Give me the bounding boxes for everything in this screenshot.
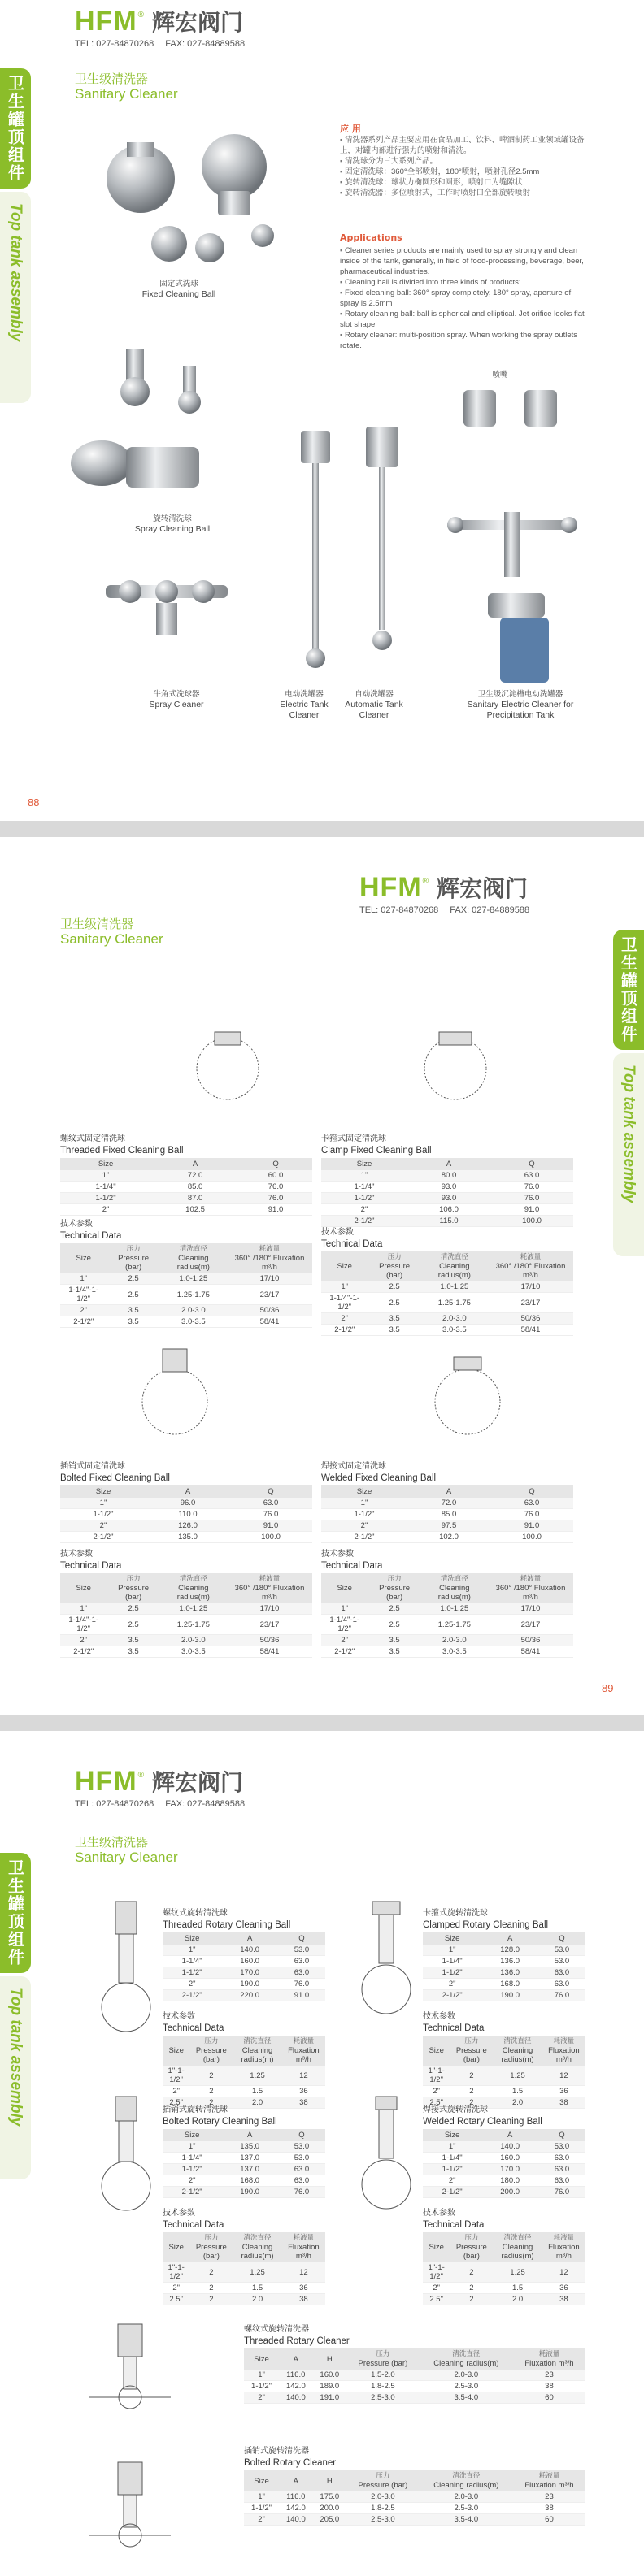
fax: FAX: 027-84889588	[165, 39, 246, 49]
table-row: 1-1/4"-1-1/2" 2.5 1.25-1.75 23/17	[60, 1615, 312, 1635]
table-row: 2-1/2" 102.0 100.0	[321, 1532, 573, 1543]
tech-table-bolted: Size 压力 Pressure (bar) 清洗直径 Cleaning radius(m) 耗液量 360° /180° Fluxation m³/h 1" 2.5 1.0-1.25 17/10 1-1/4"-1-1/2" 2.5 1.25-1.75 23/17 2" 3.5 2.0-3.0 50/36 2-1/2" 3.5 3.0-3.5 58/41	[60, 1573, 312, 1658]
table-row: 2" 180.0 63.0	[423, 2175, 585, 2187]
threaded-fixed-title: 螺纹式固定清洗球 Threaded Fixed Cleaning Ball	[60, 1134, 184, 1156]
section-title-cn: 卫生级清洗器	[75, 1835, 149, 1850]
tank-cleaner-image	[276, 423, 423, 674]
tech-title: 技术参数 Technical Data	[60, 1550, 122, 1571]
side-tab-en: Top tank assembly	[0, 1976, 31, 2179]
table-row: 2-1/2" 3.5 3.0-3.5 58/41	[321, 1325, 573, 1336]
table-row: 1" 140.0 53.0	[423, 2141, 585, 2153]
table-row: 1"-1-1/2" 2 1.25 12	[163, 2262, 325, 2283]
table-row: 2" 140.0 191.0 2.5-3.0 3.5-4.0 60	[244, 2392, 585, 2404]
table-row: 1" 2.5 1.0-1.25 17/10	[60, 1273, 312, 1285]
table-row: 2-1/2" 190.0 76.0	[163, 2187, 325, 2198]
side-tab-en: Top tank assembly	[613, 1053, 644, 1256]
table-row: 1"-1-1/2" 2 1.25 12	[423, 2066, 585, 2086]
tech-title: 技术参数 Technical Data	[163, 2209, 224, 2230]
table-row: 1-1/4" 85.0 76.0	[60, 1182, 312, 1193]
welded-rotary-title: 焊接式旋转清洗球 Welded Rotary Cleaning Ball	[423, 2105, 542, 2127]
table-row: 1"-1-1/2" 2 1.25 12	[423, 2262, 585, 2283]
table-row: 1" 72.0 60.0	[60, 1170, 312, 1182]
table-row: 2.5" 2 2.0 38	[423, 2097, 585, 2109]
table-row: 1" 72.0 63.0	[321, 1498, 573, 1509]
table-row: 2-1/2" 220.0 91.0	[163, 1990, 325, 2001]
caption-electric: 电动洗罐器 Electric Tank Cleaner	[280, 690, 329, 720]
tech-title: 技术参数 Technical Data	[60, 1220, 122, 1241]
caption-spray-cleaner: 牛角式洗球器 Spray Cleaner	[149, 690, 204, 709]
table-row: 2.5" 2 2.0 38	[163, 2294, 325, 2305]
precipitation-cleaner-image	[439, 504, 585, 691]
spray-cleaner-image	[89, 561, 244, 650]
tech-table-clamp: Size 压力 Pressure (bar) 清洗直径 Cleaning radius(m) 耗液量 360° /180° Fluxation m³/h 1" 2.5 1.0-1.25 17/10 1-1/4"-1-1/2" 2.5 1.25-1.75 23/17 2" 3.5 2.0-3.0 50/36 2-1/2" 3.5 3.0-3.5 58/41	[321, 1251, 573, 1336]
table-row: 1" 135.0 53.0	[163, 2141, 325, 2153]
table-row: 2" 190.0 76.0	[163, 1979, 325, 1990]
table-row: 1-1/2" 93.0 76.0	[321, 1193, 573, 1204]
caption-fixed: 固定式洗球 Fixed Cleaning Ball	[141, 280, 216, 299]
table-row: 2" 168.0 63.0	[163, 2175, 325, 2187]
tech-title: 技术参数 Technical Data	[423, 2209, 485, 2230]
table-row: 2-1/2" 135.0 100.0	[60, 1532, 312, 1543]
table-row: 2" 102.5 91.0	[60, 1204, 312, 1216]
side-tab-cn: 卫生罐顶组件	[0, 68, 31, 189]
threaded-fixed-diagram	[187, 1020, 268, 1117]
threaded-rotary-cleaner-title: 螺纹式旋转清洗器 Threaded Rotary Cleaner	[244, 2325, 350, 2346]
table-row: 2" 2 1.5 36	[423, 2283, 585, 2294]
table-row: 2" 3.5 2.0-3.0 50/36	[60, 1635, 312, 1646]
tech-title: 技术参数 Technical Data	[423, 2012, 485, 2033]
bolted-rotary-cleaner-title: 插销式旋转清洗器 Bolted Rotary Cleaner	[244, 2447, 337, 2468]
table-row: 1-1/2" 87.0 76.0	[60, 1193, 312, 1204]
section-title-cn: 卫生级清洗器	[75, 72, 149, 86]
clamp-fixed-table: Size A Q 1" 80.0 63.0 1-1/4" 93.0 76.0 1-1/2" 93.0 76.0 2" 106.0 91.0 2-1/2" 115.0 100.0	[321, 1158, 573, 1227]
section-title-en: Sanitary Cleaner	[60, 931, 163, 947]
contact-line: TEL: 027-84870268 FAX: 027-84889588	[75, 1799, 246, 1809]
table-row: 2" 3.5 2.0-3.0 50/36	[60, 1305, 312, 1316]
tech-table-welded-rot: Size 压力 Pressure (bar) 清洗直径 Cleaning radius(m) 耗液量 Fluxation m³/h 1"-1-1/2" 2 1.25 12 2" 2 1.5 36 2.5" 2 2.0 38	[423, 2232, 585, 2305]
table-row: 1-1/4"-1-1/2" 2.5 1.25-1.75 23/17	[321, 1615, 573, 1635]
table-row: 2" 2 1.5 36	[423, 2086, 585, 2097]
table-row: 2-1/2" 190.0 76.0	[423, 1990, 585, 2001]
applications-cn-title: 应 用	[340, 124, 361, 134]
table-row: 1-1/2" 170.0 63.0	[423, 2164, 585, 2175]
table-row: 1-1/4" 136.0 53.0	[423, 1956, 585, 1967]
nozzle-image	[447, 382, 577, 439]
table-row: 1-1/4"-1-1/2" 2.5 1.25-1.75 23/17	[321, 1293, 573, 1313]
brand-logo: HFM ® 辉宏阀门	[359, 872, 529, 903]
catalog-page-89	[0, 837, 644, 1715]
catalog-page-90	[0, 1731, 644, 2576]
brand-logo	[75, 5, 243, 37]
table-row: 2" 106.0 91.0	[321, 1204, 573, 1216]
table-row: 2.5" 2 2.0 38	[423, 2294, 585, 2305]
bolted-rotary-title: 插销式旋转清洗球 Bolted Rotary Cleaning Ball	[163, 2105, 277, 2127]
table-row: 1"-1-1/2" 2 1.25 12	[163, 2066, 325, 2086]
section-title-en: Sanitary Cleaner	[75, 86, 178, 102]
table-row: 1" 116.0 175.0 2.0-3.0 2.0-3.0 23	[244, 2491, 585, 2503]
side-tab-cn: 卫生罐顶组件	[0, 1853, 31, 1973]
table-row: 2-1/2" 3.5 3.0-3.5 58/41	[321, 1646, 573, 1658]
contact-line: TEL: 027-84870268 FAX: 027-84889588	[359, 905, 530, 915]
table-row: 2-1/2" 200.0 76.0	[423, 2187, 585, 2198]
applications-cn-list: ▪ 清洗器系列产品主要应用在食品加工、饮料、啤酒制药工业领域罐设备上，对罐内部进行强力的喷射和清洗。 ▪ 清洗球分为三大系列产品。 ▪ 固定清洗球：360°全部喷射，180°喷射，喷射孔径2.5mm ▪ 旋转清洗球：球状力椭圆形和圆形，喷射口为缝隙状 ▪ 旋转清洗器：多位喷射式，工作时喷射口全部旋转喷射	[340, 135, 585, 198]
threaded-fixed-table: Size A Q 1" 72.0 60.0 1-1/4" 85.0 76.0 1-1/2" 87.0 76.0 2" 102.5 91.0	[60, 1158, 312, 1216]
table-row: 1" 128.0 53.0	[423, 1945, 585, 1956]
clamped-rotary-table: Size A Q 1" 128.0 53.0 1-1/4" 136.0 53.0 1-1/2" 136.0 63.0 2" 168.0 63.0 2-1/2" 190.0 76.0	[423, 1932, 585, 2001]
table-row: 1-1/2" 137.0 63.0	[163, 2164, 325, 2175]
brand-reg: ®	[137, 11, 145, 20]
fixed-cleaning-ball-image	[96, 122, 291, 276]
table-row: 1" 140.0 53.0	[163, 1945, 325, 1956]
table-row: 1-1/4" 160.0 63.0	[423, 2153, 585, 2164]
welded-rotary-diagram	[350, 2088, 423, 2227]
table-row: 1-1/4" 160.0 63.0	[163, 1956, 325, 1967]
table-row: 2" 126.0 91.0	[60, 1520, 312, 1532]
threaded-rotary-diagram	[89, 1893, 163, 2056]
tech-table-welded: Size 压力 Pressure (bar) 清洗直径 Cleaning radius(m) 耗液量 360° /180° Fluxation m³/h 1" 2.5 1.0-1.25 17/10 1-1/4"-1-1/2" 2.5 1.25-1.75 23/17 2" 3.5 2.0-3.0 50/36 2-1/2" 3.5 3.0-3.5 58/41	[321, 1573, 573, 1658]
table-row: 1-1/2" 110.0 76.0	[60, 1509, 312, 1520]
bolted-rotary-cleaner-table: Size A H 压力 Pressure (bar) 清洗直径 Cleaning radius(m) 耗液量 Fluxation m³/h 1" 116.0 175.0 2.0-3.0 2.0-3.0 23 1-1/2" 142.0 200.0 1.8-2.5 2.5-3.0 38 2" 140.0 205.0 2.5-3.0 3.5-4.0 60	[244, 2470, 585, 2526]
table-row: 2" 140.0 205.0 2.5-3.0 3.5-4.0 60	[244, 2514, 585, 2526]
clamp-fixed-title: 卡箍式固定清洗球 Clamp Fixed Cleaning Ball	[321, 1134, 432, 1156]
page-number: 89	[602, 1682, 614, 1694]
applications-en-list: ▪ Cleaner series products are mainly used to spray strongly and clean inside of the tank, generally, in field of food-processing, beverage, beer, pharmaceutical industries. ▪ Cleaning ball is divided into three kinds of products: ▪ Fixed cleaning ball: 360° spray completely, 180° spray, aperture of spray is 2.5mm ▪ Rotary cleaning ball: ball is spherical and elliptical. Jet orifice looks flat slot shape ▪ Rotary cleaner: multi-position spray. When working the spray outlets rotate.	[340, 245, 585, 351]
table-row: 2-1/2" 3.5 3.0-3.5 58/41	[60, 1316, 312, 1328]
table-row: 1-1/4" 93.0 76.0	[321, 1182, 573, 1193]
caption-spray-ball: 旋转清洗球 Spray Cleaning Ball	[134, 514, 211, 534]
brand-cn: 辉宏阀门	[152, 9, 244, 36]
bolted-fixed-diagram	[130, 1341, 220, 1446]
table-row: 1" 96.0 63.0	[60, 1498, 312, 1509]
table-row: 1" 116.0 160.0 1.5-2.0 2.0-3.0 23	[244, 2370, 585, 2381]
table-row: 1" 80.0 63.0	[321, 1170, 573, 1182]
caption-precip: 卫生级沉淀槽电动洗罐器 Sanitary Electric Cleaner for Precipitation Tank	[467, 690, 574, 720]
table-row: 2" 168.0 63.0	[423, 1979, 585, 1990]
tech-table-clamped-rot: Size 压力 Pressure (bar) 清洗直径 Cleaning radius(m) 耗液量 Fluxation m³/h 1"-1-1/2" 2 1.25 12 2" 2 1.5 36 2.5" 2 2.0 38	[423, 2036, 585, 2109]
clamp-fixed-diagram	[415, 1020, 496, 1117]
tech-table-bolted-rot: Size 压力 Pressure (bar) 清洗直径 Cleaning radius(m) 耗液量 Fluxation m³/h 1"-1-1/2" 2 1.25 12 2" 2 1.5 36 2.5" 2 2.0 38	[163, 2232, 325, 2305]
table-row: 1-1/2" 136.0 63.0	[423, 1967, 585, 1979]
table-row: 1" 2.5 1.0-1.25 17/10	[60, 1603, 312, 1615]
contact-line	[75, 39, 256, 49]
side-tab-en: Top tank assembly	[0, 192, 31, 403]
bolted-rotary-cleaner-diagram	[81, 2454, 179, 2568]
tech-title: 技术参数 Technical Data	[163, 2012, 224, 2033]
clamped-rotary-diagram	[350, 1893, 423, 2032]
table-row: 2" 3.5 2.0-3.0 50/36	[321, 1313, 573, 1325]
clamped-rotary-title: 卡箍式旋转清洗球 Clamped Rotary Cleaning Ball	[423, 1909, 549, 1930]
table-row: 1" 2.5 1.0-1.25 17/10	[321, 1281, 573, 1293]
spray-cleaning-ball-image	[65, 341, 228, 512]
threaded-rotary-cleaner-table: Size A H 压力 Pressure (bar) 清洗直径 Cleaning radius(m) 耗液量 Fluxation m³/h 1" 116.0 160.0 1.5-2.0 2.0-3.0 23 1-1/2" 142.0 189.0 1.8-2.5 2.5-3.0 38 2" 140.0 191.0 2.5-3.0 3.5-4.0 60	[244, 2348, 585, 2404]
table-row: 1-1/2" 85.0 76.0	[321, 1509, 573, 1520]
table-row: 2" 3.5 2.0-3.0 50/36	[321, 1635, 573, 1646]
brand-logo: HFM ® 辉宏阀门	[75, 1766, 244, 1797]
table-row: 2-1/2" 115.0 100.0	[321, 1216, 573, 1227]
table-row: 1" 2.5 1.0-1.25 17/10	[321, 1603, 573, 1615]
table-row: 2" 2 1.5 36	[163, 2086, 325, 2097]
tel: TEL: 027-84870268	[75, 39, 154, 49]
table-row: 1-1/4"-1-1/2" 2.5 1.25-1.75 23/17	[60, 1285, 312, 1305]
catalog-page-88	[0, 0, 644, 821]
side-tab-cn: 卫生罐顶组件	[613, 930, 644, 1050]
bolted-rotary-table: Size A Q 1" 135.0 53.0 1-1/4" 137.0 53.0 1-1/2" 137.0 63.0 2" 168.0 63.0 2-1/2" 190.0 76.0	[163, 2129, 325, 2198]
welded-fixed-title: 焊接式固定清洗球 Welded Fixed Cleaning Ball	[321, 1462, 437, 1483]
applications-en-title: Applications	[340, 232, 402, 243]
table-row: 2.5" 2 2.0 38	[163, 2097, 325, 2109]
brand-hfm: HFM	[75, 6, 137, 37]
welded-fixed-diagram	[423, 1341, 512, 1446]
table-row: 2" 2 1.5 36	[163, 2283, 325, 2294]
caption-auto: 自动洗罐器 Automatic Tank Cleaner	[345, 690, 403, 720]
page-number: 88	[28, 796, 40, 809]
table-row: 1-1/4" 137.0 53.0	[163, 2153, 325, 2164]
caption-nozzle: 喷嘴	[492, 371, 508, 379]
section-title-en: Sanitary Cleaner	[75, 1850, 178, 1865]
table-row: 2" 97.5 91.0	[321, 1520, 573, 1532]
threaded-rotary-table: Size A Q 1" 140.0 53.0 1-1/4" 160.0 63.0 1-1/2" 170.0 63.0 2" 190.0 76.0 2-1/2" 220.0 91.0	[163, 1932, 325, 2001]
tech-title: 技术参数 Technical Data	[321, 1550, 383, 1571]
bolted-fixed-title: 插销式固定清洗球 Bolted Fixed Cleaning Ball	[60, 1462, 170, 1483]
tech-table-threaded: Size 压力 Pressure (bar) 清洗直径 Cleaning radius(m) 耗液量 360° /180° Fluxation m³/h 1" 2.5 1.0-1.25 17/10 1-1/4"-1-1/2" 2.5 1.25-1.75 23/17 2" 3.5 2.0-3.0 50/36 2-1/2" 3.5 3.0-3.5 58/41	[60, 1243, 312, 1328]
threaded-rotary-title: 螺纹式旋转清洗球 Threaded Rotary Cleaning Ball	[163, 1909, 291, 1930]
table-row: 1-1/2" 142.0 189.0 1.8-2.5 2.5-3.0 38	[244, 2381, 585, 2392]
table-row: 1-1/2" 142.0 200.0 1.8-2.5 2.5-3.0 38	[244, 2503, 585, 2514]
threaded-rotary-cleaner-diagram	[81, 2316, 179, 2430]
bolted-rotary-diagram	[89, 2088, 163, 2227]
section-title-cn: 卫生级清洗器	[60, 917, 134, 931]
table-row: 2-1/2" 3.5 3.0-3.5 58/41	[60, 1646, 312, 1658]
welded-fixed-table: Size A Q 1" 72.0 63.0 1-1/2" 85.0 76.0 2" 97.5 91.0 2-1/2" 102.0 100.0	[321, 1485, 573, 1543]
bolted-fixed-table: Size A Q 1" 96.0 63.0 1-1/2" 110.0 76.0 2" 126.0 91.0 2-1/2" 135.0 100.0	[60, 1485, 312, 1543]
table-row: 1-1/2" 170.0 63.0	[163, 1967, 325, 1979]
tech-table-threaded-rot: Size 压力 Pressure (bar) 清洗直径 Cleaning radius(m) 耗液量 Fluxation m³/h 1"-1-1/2" 2 1.25 12 2" 2 1.5 36 2.5" 2 2.0 38	[163, 2036, 325, 2109]
welded-rotary-table: Size A Q 1" 140.0 53.0 1-1/4" 160.0 63.0 1-1/2" 170.0 63.0 2" 180.0 63.0 2-1/2" 200.0 76.0	[423, 2129, 585, 2198]
tech-title: 技术参数 Technical Data	[321, 1228, 383, 1249]
